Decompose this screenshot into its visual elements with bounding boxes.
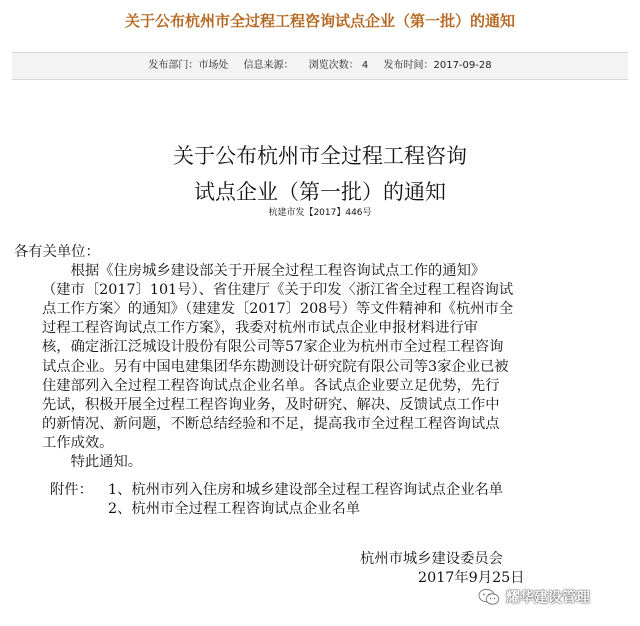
body-line: 过程工程咨询试点工作方案》，我委对杭州市试点企业申报材料进行审 [42, 320, 479, 337]
body-line: 工作成效。 [42, 434, 114, 451]
document-title-line-1: 关于公布杭州市全过程工程咨询 [173, 144, 467, 168]
attachments-label: 附件： [50, 482, 93, 498]
body-line: （建市〔2017〕101号）、省住建厅《关于印发〈浙江省全过程工程咨询试 [42, 282, 514, 299]
wechat-icon [478, 588, 500, 606]
meta-department: 发布部门：市场处 [148, 60, 229, 71]
attachments [50, 481, 620, 519]
document-number: 杭建市发【2017】446号 [268, 208, 372, 218]
body-line: 先试，积极开展全过程工程咨询业务，及时研究、解决、反馈试点工作中 [42, 396, 500, 413]
salutation: 各有关单位： [14, 244, 100, 260]
body-line: 的新情况、新问题，不断总结经验和不足，提高我市全过程工程咨询试点 [42, 415, 500, 432]
body-line: 核，确定浙江泛城设计股份有限公司等57家企业为杭州市全过程工程咨询 [42, 339, 504, 356]
document-body [14, 243, 612, 472]
attachment-item: 2、杭州市全过程工程咨询试点企业名单 [108, 501, 361, 517]
signature-block [360, 550, 570, 588]
document-title-line-2: 试点企业（第一批）的通知 [194, 180, 446, 204]
meta-views: 浏览次数： 4 [308, 60, 369, 71]
article-title: 关于公布杭州市全过程工程咨询试点企业（第一批）的通知 [124, 12, 515, 30]
signature-date: 2017年9月25日 [418, 570, 525, 586]
body-line: 点工作方案〉的通知》（建建发〔2017〕208号）等文件精神和《杭州市全 [42, 301, 514, 318]
body-line: 特此通知。 [42, 454, 143, 471]
watermark-text: 耀华建设管理 [506, 590, 590, 606]
watermark [478, 587, 590, 607]
meta-source: 信息来源： [243, 60, 294, 71]
body-line: 试点企业。另有中国电建集团华东勘测设计研究院有限公司等3家企业已被 [42, 358, 509, 375]
attachment-item: 1、杭州市列入住房和城乡建设部全过程工程咨询试点企业名单 [108, 482, 504, 498]
document-title [0, 138, 640, 210]
body-line: 根据《住房城乡建设部关于开展全过程工程咨询试点工作的通知》 [42, 263, 486, 280]
signature-org: 杭州市城乡建设委员会 [360, 551, 503, 567]
article-meta-bar [12, 52, 628, 80]
meta-publish-time: 发布时间：2017-09-28 [383, 60, 492, 71]
body-line: 住建部列入全过程工程咨询试点企业名单。各试点企业要立足优势，先行 [42, 377, 500, 394]
